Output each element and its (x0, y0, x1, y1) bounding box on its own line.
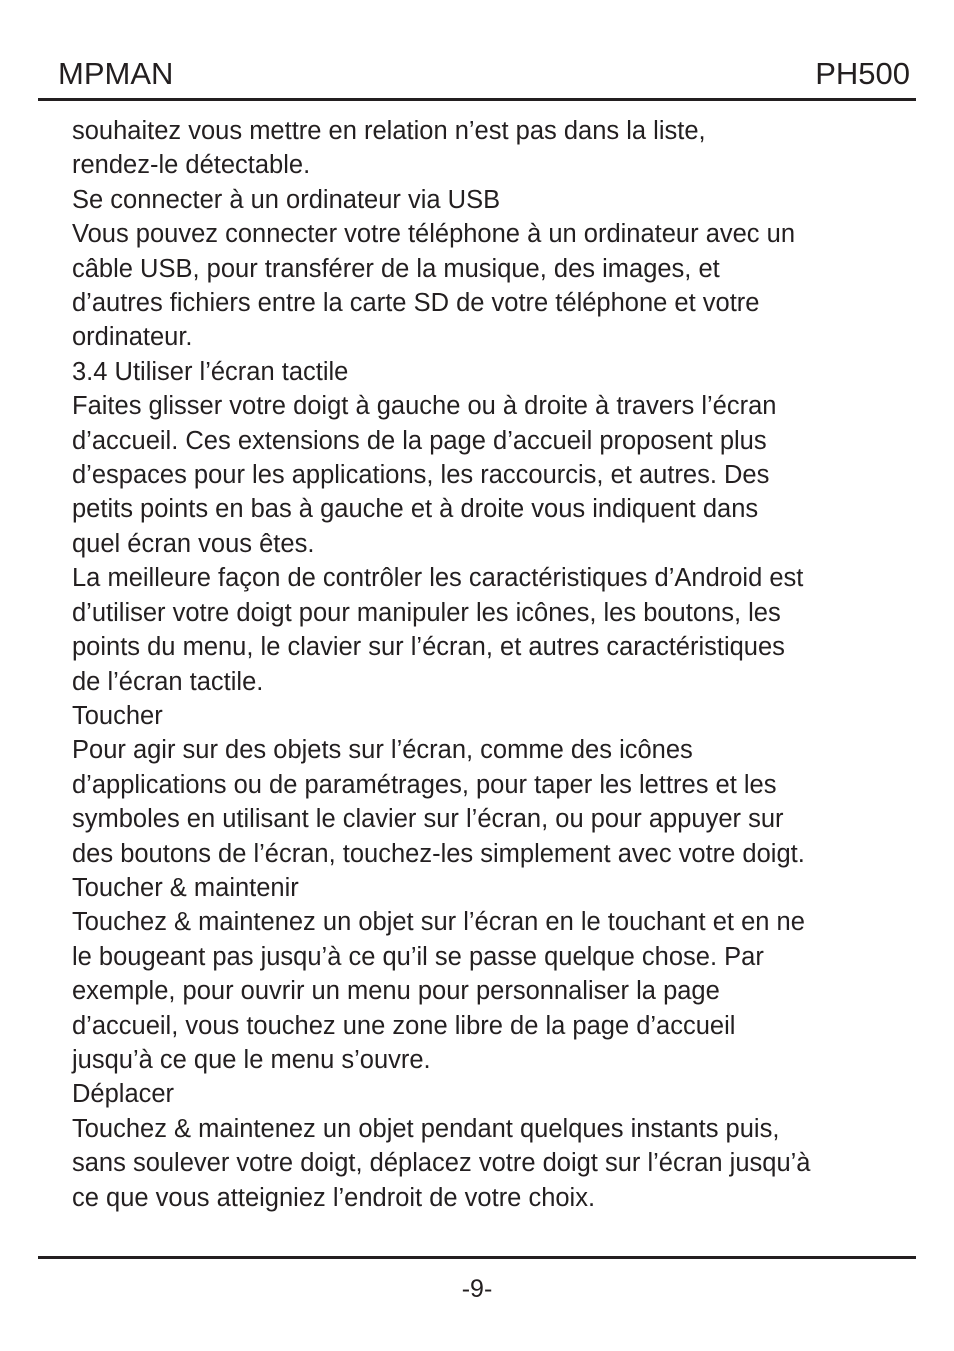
text-line: d’accueil, vous touchez une zone libre de la page d’accueil (72, 1011, 736, 1040)
text-line: La meilleure façon de contrôler les caractéristiques d’Android est (72, 564, 804, 593)
text-line: exemple, pour ouvrir un menu pour personnaliser la page (72, 977, 720, 1006)
text-line: sans soulever votre doigt, déplacez votre doigt sur l’écran jusqu’à (72, 1149, 811, 1178)
section-heading: Se connecter à un ordinateur via USB (72, 185, 501, 214)
section-heading: Déplacer (72, 1080, 175, 1109)
text-line: Faites glisser votre doigt à gauche ou à droite à travers l’écran (72, 392, 777, 421)
text-line: d’utiliser votre doigt pour manipuler les icônes, les boutons, les (72, 598, 781, 627)
text-line: souhaitez vous mettre en relation n’est pas dans la liste, (72, 117, 706, 145)
text-line: petits points en bas à gauche et à droite vous indiquent dans (72, 495, 759, 524)
model-name: PH500 (815, 56, 910, 91)
text-line: Vous pouvez connecter votre téléphone à un ordinateur avec un (72, 220, 796, 249)
section-heading: Toucher & maintenir (72, 873, 299, 902)
body-text (72, 114, 902, 1215)
text-line: d’accueil. Ces extensions de la page d’accueil proposent plus (72, 426, 767, 455)
text-line: d’applications ou de paramétrages, pour taper les lettres et les (72, 770, 777, 799)
text-line: jusqu’à ce que le menu s’ouvre. (72, 1045, 431, 1074)
text-line: Pour agir sur des objets sur l’écran, comme des icônes (72, 736, 693, 765)
text-line: points du menu, le clavier sur l’écran, et autres caractéristiques (72, 633, 785, 662)
text-line: de l’écran tactile. (72, 667, 264, 696)
page-header (38, 50, 916, 102)
text-line: Touchez & maintenez un objet sur l’écran en le touchant et en ne (72, 908, 805, 937)
text-line: symboles en utilisant le clavier sur l’écran, ou pour appuyer sur (72, 805, 784, 834)
text-line: ce que vous atteigniez l’endroit de votre choix. (72, 1183, 596, 1212)
text-line: d’espaces pour les applications, les raccourcis, et autres. Des (72, 461, 770, 490)
brand-name: MPMAN (58, 56, 174, 91)
footer-divider (38, 1256, 916, 1259)
page-number: -9- (461, 1275, 493, 1303)
section-heading: 3.4 Utiliser l’écran tactile (72, 357, 349, 386)
text-line: le bougeant pas jusqu’à ce qu’il se passe quelque chose. Par (72, 942, 764, 971)
text-line: quel écran vous êtes. (72, 529, 315, 558)
text-line: ordinateur. (72, 323, 193, 352)
text-line: Touchez & maintenez un objet pendant quelques instants puis, (72, 1114, 780, 1143)
text-line: des boutons de l’écran, touchez-les simplement avec votre doigt. (72, 839, 805, 868)
text-line: rendez-le détectable. (72, 151, 311, 180)
text-line: d’autres fichiers entre la carte SD de votre téléphone et votre (72, 289, 760, 318)
header-divider (38, 98, 916, 101)
section-heading: Toucher (72, 701, 163, 730)
text-line: câble USB, pour transférer de la musique, des images, et (72, 254, 720, 283)
